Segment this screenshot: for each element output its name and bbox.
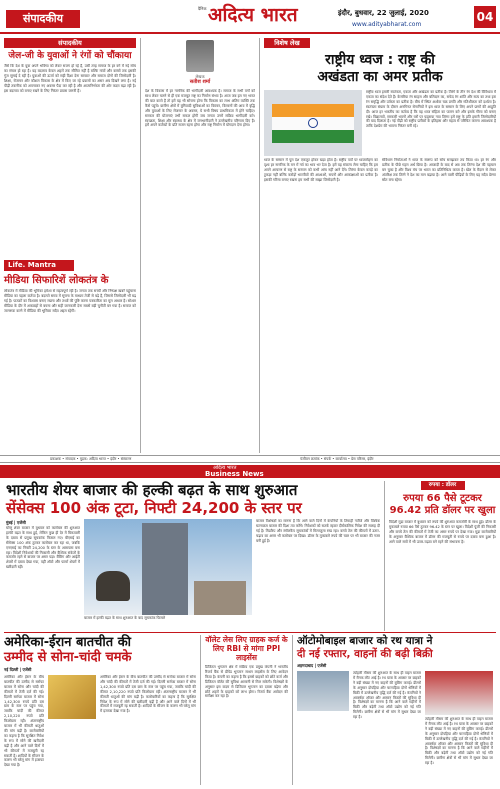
rupee-sidebar — [384, 481, 496, 631]
gold-story — [4, 635, 196, 785]
feature-headline-line1: राष्ट्रीय ध्वज : राष्ट्र की — [325, 52, 435, 68]
strip-left: प्रकाशक • संपादक • मुद्रक: अदित्य भारत • इंदौर • संस्करण — [50, 457, 132, 461]
business-logo: अदित्य भारत — [213, 465, 237, 471]
business-dateline: मुंबई | एजेंसी — [6, 520, 26, 525]
editorial-tag: संपादकीय — [4, 38, 136, 48]
masthead — [0, 0, 500, 34]
photo-building — [142, 523, 188, 615]
byline-title: लेखक — [195, 74, 205, 79]
author-photo — [186, 40, 214, 72]
newspaper-logo: अदित्य भारत — [208, 4, 298, 26]
business-headline-line2: सेंसेक्स 100 अंक टूटा, निफ्टी 24,200 के स्तर पर — [6, 499, 302, 517]
photo-crowd — [194, 581, 246, 615]
rupee-tag: रुपया : डॉलर — [421, 481, 465, 490]
flag-green — [272, 130, 354, 143]
auto-body-b: त्योहारी मौसम की शुरुआत के साथ ही वाहन बाजार में रौनक लौट आई है। रथ यात्रा के अवसर पर ग्राहकों ने बड़ी संख्या में नए वाहनों की बुकिंग कराई। डीलरों के अनुसार दोपहिया और चारपहिया दोनों श्रेणियों में बिक्री में उल्लेखनीय वृद्धि दर्ज की गई है। कंपनियों ने आकर्षक ऑफर और आसान किस्तों की सुविधा दी है। विशेषज्ञों का मानना है कि आने वाले महीनों में बिक्री और बढ़ेगी तथा ऑटो उद्योग को नई गति मिलेगी। ग्रामीण क्षेत्रों से भी मांग में सुधार देखा जा रहा है। — [425, 717, 493, 766]
life-mantra-body: लोकतंत्र में मीडिया की भूमिका हमेशा से महत्वपूर्ण रही है। जनता तक सच्ची और निष्पक्ष खबरें पहुंचाना मीडिया का पहला कर्तव्य है। बदलते समय में सूचना के माध्यम तेजी से बढ़े हैं, जिससे जिम्मेदारी भी बढ़ गई है। पाठकों का विश्वास बनाए रखना और तथ्यों की पुष्टि करना पत्रकारिता का मूल आधार है। सोशल मीडिया के दौर में अफवाहों से बचना और सही जानकारी देना सबसे बड़ी चुनौती बन गया है। समाज को जागरूक करने में मीडिया की भूमिका सदैव अहम रहेगी। — [4, 289, 136, 313]
gold-dateline: नई दिल्ली | एजेंसी — [4, 667, 32, 672]
opinion-column — [140, 38, 255, 453]
gold-headline-line1: अमेरिका-ईरान बातचीत की — [4, 635, 132, 650]
byline-name: सतीश शर्मा — [189, 79, 211, 86]
editorial-headline: जेल-जी के युवाओं ने रंगों को चौंकाया — [8, 51, 132, 61]
ashoka-chakra-icon — [308, 118, 318, 128]
gold-bars-photo — [48, 675, 96, 719]
business-headline-line1: भारतीय शेयर बाजार की हल्की बढ़त के साथ शुरुआत — [6, 481, 298, 499]
strip-right: पंजीयन क्रमांक • संपर्क • कार्यालय • प्रेस परिसर, इंदौर — [300, 457, 374, 461]
flag-saffron — [272, 104, 354, 117]
feature-tag: विशेष लेख — [264, 38, 310, 48]
showroom-photo — [425, 671, 493, 715]
loan-headline: वॉलेट लेस लिए ग्राहक कर्ज के लिए RBI से मांगा PPI लाइसेंस — [205, 635, 288, 662]
gold-headline-line2: उम्मीद से सोना-चांदी चमके — [4, 650, 132, 665]
feature-headline-line2: अखंडता का अमर प्रतीक — [317, 69, 443, 85]
feature-body-col3: संविधान निर्माताओं ने ध्वज के स्वरूप को सोच समझकर तय किया था। हर रंग और प्रतीक के पीछे गहरा अर्थ छिपा है। आजादी के बाद से अब तक तिरंगा देश की पहचान बन चुका है और विश्व मंच पर भारत का प्रतिनिधित्व करता है। खेल के मैदान से लेकर अंतरिक्ष तक तिरंगे ने देश का मान बढ़ाया है। आने वाली पीढ़ियों के लिए यह सदैव प्रेरणा स्रोत बना रहेगा। — [382, 158, 496, 182]
gold-body-a: अमेरिका और ईरान के बीच बातचीत की उम्मीद से सर्राफा बाजार में सोना और चांदी की कीमतों में तेजी दर्ज की गई। दिल्ली सर्राफा बाजार में सोना 1,42,300 रुपये प्रति दस ग्राम के स्तर पर पहुंच गया, जबकि चांदी की कीमत 2,10,220 रुपये प्रति किलोग्राम रही। अंतरराष्ट्रीय बाजार में भी कीमती धातुओं की मांग बढ़ी है। कारोबारियों का कहना है कि सुरक्षित निवेश के रूप में सोने की खरीदारी बढ़ी है और आने वाले दिनों में भी कीमतों में मजबूती रह सकती है। शादियों के सीजन के कारण भी घरेलू मांग में इजाफा देखा गया है। — [4, 675, 44, 768]
photo-bull — [96, 571, 130, 601]
business-body-col2: बाजार विशेषज्ञों का मानना है कि आने वाले दिनों में कंपनियों के तिमाही नतीजे और वैश्विक घटनाक्रम बाजार की दिशा तय करेंगे। निवेशकों को सतर्क रहकर दीर्घकालिक निवेश की सलाह दी गई है। मिडकैप और स्मॉलकैप सूचकांकों में मिलाजुला रुख रहा। कच्चे तेल की कीमतों में उतार-चढ़ाव का असर भी कारोबार पर दिखा। डॉलर के मुकाबले रुपये की चाल पर भी बाजार की नजर बनी हुई है। — [256, 519, 380, 543]
flag-photo — [264, 90, 362, 156]
life-mantra-headline: मीडिया सिफारिशें लोकतंत्र के — [4, 275, 109, 286]
feature-body: राष्ट्रीय ध्वज हमारी स्वतंत्रता, एकता और अखंडता का प्रतीक है। तिरंगे के तीन रंग देश की विविधता में एकता का संदेश देते हैं। केसरिया रंग साहस और बलिदान का, सफेद रंग शांति और सत्य का तथा हरा रंग समृद्धि और उर्वरता का प्रतीक है। बीच में स्थित अशोक चक्र प्रगति और गतिशीलता को दर्शाता है। स्वतंत्रता संग्राम के दौरान अनगिनत सेनानियों ने इस ध्वज के सम्मान के लिए अपने प्राणों की आहुति दी। आज हर भारतीय का कर्तव्य है कि वह ध्वज संहिता का पालन करे और इसके गौरव को बनाए रखे। विद्यालयों, सरकारी भवनों और घरों पर फहराया गया तिरंगा हमें राष्ट्र के प्रति हमारी जिम्मेदारियों की याद दिलाता है। नई पीढ़ी को राष्ट्रीय प्रतीकों के इतिहास और महत्व से परिचित कराना आवश्यक है ताकि देशप्रेम की भावना निरंतर बनी रहे। — [366, 90, 496, 129]
editorial-column — [4, 38, 136, 453]
auto-body-a: त्योहारी मौसम की शुरुआत के साथ ही वाहन बाजार में रौनक लौट आई है। रथ यात्रा के अवसर पर ग्राहकों ने बड़ी संख्या में नए वाहनों की बुकिंग कराई। डीलरों के अनुसार दोपहिया और चारपहिया दोनों श्रेणियों में बिक्री में उल्लेखनीय वृद्धि दर्ज की गई है। कंपनियों ने आकर्षक ऑफर और आसान किस्तों की सुविधा दी है। विशेषज्ञों का मानना है कि आने वाले महीनों में बिक्री और बढ़ेगी तथा ऑटो उद्योग को नई गति मिलेगी। ग्रामीण क्षेत्रों से भी मांग में सुधार देखा जा रहा है। — [353, 671, 421, 720]
business-band — [0, 465, 500, 478]
business-title: Business News — [205, 470, 264, 478]
dateline: इंदौर, बुधवार, 22 जुलाई, 2020 — [338, 9, 429, 17]
website-url[interactable]: www.adityabharat.com — [352, 21, 422, 28]
section-divider — [4, 632, 496, 633]
loan-story — [200, 635, 288, 785]
photo-caption: बाजार में हल्की बढ़त के साथ शुरुआत के बाद सूचकांक फिसले — [84, 616, 166, 620]
business-body: घरेलू शेयर बाजार में बुधवार को कारोबार की शुरुआत हल्की बढ़त के साथ हुई, लेकिन कुछ ही देर में बिकवाली के दबाव से प्रमुख सूचकांक फिसल गए। बीएसई का सेंसेक्स 100 अंक टूटकर कारोबार कर रहा था, जबकि एनएसई का निफ्टी 24,200 के स्तर के आसपास बना रहा। विदेशी निवेशकों की निकासी और वैश्विक संकेतों के कमजोर रहने से बाजार पर असर पड़ा। बैंकिंग और आईटी शेयरों में दबाव देखा गया, वहीं ऑटो और फार्मा शेयरों में खरीदारी रही। — [6, 526, 80, 570]
rupee-headline: रुपया 66 पैसे टूटकर 96.42 प्रति डॉलर पर खुला — [389, 493, 496, 516]
feature-article — [259, 38, 496, 453]
gold-body-b: अमेरिका और ईरान के बीच बातचीत की उम्मीद से सर्राफा बाजार में सोना और चांदी की कीमतों में तेजी दर्ज की गई। दिल्ली सर्राफा बाजार में सोना 1,42,300 रुपये प्रति दस ग्राम के स्तर पर पहुंच गया, जबकि चांदी की कीमत 2,10,220 रुपये प्रति किलोग्राम रही। अंतरराष्ट्रीय बाजार में भी कीमती धातुओं की मांग बढ़ी है। कारोबारियों का कहना है कि सुरक्षित निवेश के रूप में सोने की खरीदारी बढ़ी है और आने वाले दिनों में भी कीमतों में मजबूती रह सकती है। शादियों के सीजन के कारण भी घरेलू मांग में इजाफा देखा गया है। — [100, 675, 196, 714]
editorial-body: जैसे कि देश के युवा अपने भविष्य को लेकर सजग हो रहे हैं, उसी तरह समाज के हर वर्ग में नई सोच का संचार हो रहा है। यह बदलाव केवल शहरों तक सीमित नहीं है बल्कि गांवों और कस्बों तक इसकी गूंज सुनाई दे रही है। युवाओं की ऊर्जा को सही दिशा देना सरकार और समाज दोनों की जिम्मेदारी है। शिक्षा, रोजगार और कौशल विकास के क्षेत्र में किए जा रहे प्रयासों का असर अब दिखने लगा है। नई पीढ़ी तकनीक को अपनाकर नए अवसर पैदा कर रही है और आत्मनिर्भरता की ओर कदम बढ़ा रही है। इस बदलाव को बनाए रखने के लिए निरंतर प्रयास जरूरी हैं। — [4, 64, 136, 93]
section-tab: संपादकीय — [6, 10, 80, 28]
opinion-body: देश के विकास में हर नागरिक की भागीदारी आवश्यक है। समाज के सभी वर्गों को साथ लेकर चलने से ही एक मजबूत राष्ट्र का निर्माण संभव है। आज जब हम नए भारत की बात करते हैं तो हमें यह भी सोचना होगा कि विकास का लाभ अंतिम व्यक्ति तक कैसे पहुंचे। ग्रामीण क्षेत्रों में बुनियादी सुविधाओं का विस्तार, किसानों की आय में वृद्धि और युवाओं के लिए रोजगार के अवसर, ये सभी विषय प्राथमिकता में होने चाहिए। सरकार की योजनाएं तभी सफल होंगी जब जनता उनमें सक्रिय भागीदारी करे। स्वच्छता, शिक्षा और स्वास्थ्य के क्षेत्र में जनभागीदारी ने उल्लेखनीय परिणाम दिए हैं। हमें अपने कर्तव्यों के प्रति सजग रहना होगा और राष्ट्र निर्माण में योगदान देना होगा। — [145, 89, 255, 128]
loan-body: डिजिटल भुगतान क्षेत्र में सक्रिय एक प्रमुख कंपनी ने भारतीय रिजर्व बैंक से प्रीपेड भुगतान साधन लाइसेंस के लिए आवेदन किया है। कंपनी का कहना है कि इससे ग्राहकों को छोटे कर्ज और डिजिटल वॉलेट की सुविधा आसानी से मिल सकेगी। विशेषज्ञों के अनुसार इस कदम से डिजिटल भुगतान का दायरा बढ़ेगा और छोटे शहरों के ग्राहकों को लाभ होगा। रिजर्व बैंक आवेदन की समीक्षा कर रहा है। — [205, 665, 288, 699]
feature-body-col2: ध्वज के सम्मान में पूरा देश एकजुट होकर खड़ा होता है। राष्ट्रीय पर्वों पर ध्वजारोहण का दृश्य हर नागरिक के मन में गर्व का भाव भर देता है। हमें यह संकल्प लेना चाहिए कि हम अपने आचरण से राष्ट्र के सम्मान को कभी आंच नहीं आने देंगे। तिरंगा केवल कपड़े का टुकड़ा नहीं बल्कि करोड़ों भारतीयों की आशाओं, सपनों और आकांक्षाओं का प्रतीक है। इसकी गरिमा बनाए रखना हम सभी की साझा जिम्मेदारी है। — [264, 158, 378, 182]
page-number: 04 — [474, 6, 496, 28]
publication-strip — [0, 455, 500, 463]
auto-headline-line2: दी नई रफ्तार, वाहनों की बढ़ी बिक्री — [297, 648, 433, 660]
auto-story — [292, 635, 496, 785]
life-mantra-tag: Life. Mantra — [4, 260, 74, 271]
auto-dateline: अहमदाबाद | एजेंसी — [297, 663, 327, 668]
cars-photo — [297, 671, 349, 711]
stock-exchange-photo — [84, 519, 252, 615]
auto-headline-line1: ऑटोमोबाइल बाजार को रथ यात्रा ने — [297, 635, 433, 647]
rupee-body: विदेशी मुद्रा बाजार में बुधवार को रुपये की शुरुआत कमजोरी के साथ हुई। डॉलर के मुकाबले रुपया 66 पैसे टूटकर 96.42 के स्तर पर खुला। विदेशी पूंजी की निकासी और कच्चे तेल की कीमतों में तेजी का असर रुपये पर देखा गया। मुद्रा कारोबारियों के अनुसार वैश्विक बाजार में डॉलर की मजबूती से रुपये पर दबाव बना हुआ है। आने वाले सत्रों में भी उतार-चढ़ाव बने रहने की संभावना है। — [389, 520, 496, 544]
logo-prefix: दैनिक — [198, 6, 207, 11]
